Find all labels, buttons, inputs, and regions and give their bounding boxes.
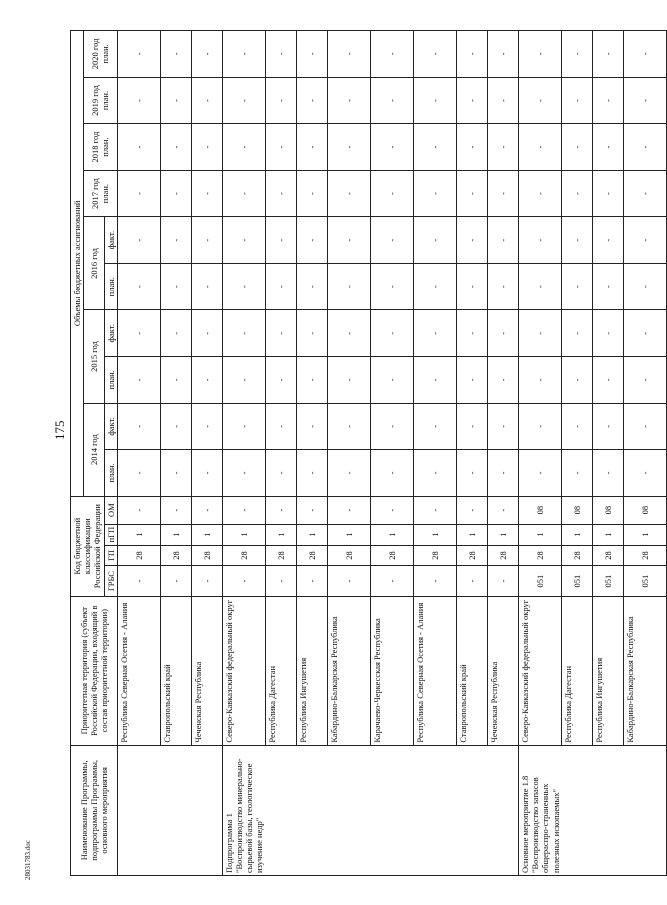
value-cell: -: [593, 403, 624, 450]
code-gp-cell: 28: [562, 545, 593, 566]
program-name-cell: [297, 745, 328, 875]
territory-cell: Республика Дагестан: [266, 596, 297, 745]
territory-cell: Чеченская Республика: [488, 596, 519, 745]
value-cell: -: [328, 310, 371, 357]
value-cell: -: [457, 263, 488, 310]
value-cell: -: [457, 310, 488, 357]
value-cell: -: [297, 357, 328, 404]
code-om-cell: -: [414, 496, 457, 524]
value-cell: -: [191, 263, 222, 310]
program-name-cell: [266, 745, 297, 875]
territory-cell: Чеченская Республика: [191, 596, 222, 745]
program-name-cell: [562, 745, 593, 875]
table-row: [297, 31, 328, 876]
value-cell: -: [519, 31, 562, 78]
value-cell: -: [457, 31, 488, 78]
value-cell: -: [371, 310, 414, 357]
budget-table-sheet: [70, 30, 651, 876]
value-cell: -: [624, 263, 667, 310]
code-grbs-cell: -: [414, 566, 457, 596]
value-cell: -: [117, 310, 160, 357]
value-cell: -: [414, 357, 457, 404]
table-row: [117, 31, 160, 876]
territory-cell: Республика Северная Осетия - Алания: [117, 596, 160, 745]
code-grbs-cell: -: [191, 566, 222, 596]
value-cell: -: [117, 124, 160, 171]
value-cell: -: [593, 263, 624, 310]
value-cell: -: [624, 403, 667, 450]
header-plan: план.: [104, 450, 117, 497]
value-cell: -: [457, 357, 488, 404]
value-cell: -: [371, 263, 414, 310]
value-cell: -: [191, 357, 222, 404]
value-cell: -: [266, 263, 297, 310]
header-code-grbs: ГРБС: [104, 566, 117, 596]
header-year-2019: 2019 год план.: [84, 77, 118, 124]
value-cell: -: [488, 170, 519, 217]
code-grbs-cell: -: [117, 566, 160, 596]
value-cell: -: [624, 31, 667, 78]
code-pgp-cell: 1: [624, 524, 667, 545]
value-cell: -: [457, 403, 488, 450]
value-cell: -: [562, 170, 593, 217]
value-cell: -: [562, 450, 593, 497]
value-cell: -: [519, 310, 562, 357]
header-code-gp: ГП: [104, 545, 117, 566]
value-cell: -: [414, 31, 457, 78]
value-cell: -: [414, 450, 457, 497]
territory-cell: Ставропольский край: [160, 596, 191, 745]
code-grbs-cell: -: [371, 566, 414, 596]
value-cell: -: [160, 77, 191, 124]
value-cell: -: [519, 263, 562, 310]
value-cell: -: [414, 77, 457, 124]
program-name-cell: [191, 745, 222, 875]
program-name-cell: [593, 745, 624, 875]
value-cell: -: [160, 357, 191, 404]
territory-cell: Ставропольский край: [457, 596, 488, 745]
table-row: [562, 31, 593, 876]
value-cell: -: [297, 403, 328, 450]
code-gp-cell: 28: [191, 545, 222, 566]
value-cell: -: [593, 77, 624, 124]
table-row: [593, 31, 624, 876]
code-om-cell: -: [191, 496, 222, 524]
territory-cell: Республика Ингушетия: [593, 596, 624, 745]
code-gp-cell: 28: [519, 545, 562, 566]
value-cell: -: [297, 31, 328, 78]
value-cell: -: [371, 403, 414, 450]
value-cell: -: [222, 170, 265, 217]
value-cell: -: [488, 31, 519, 78]
value-cell: -: [328, 263, 371, 310]
code-grbs-cell: 051: [624, 566, 667, 596]
value-cell: -: [297, 124, 328, 171]
code-om-cell: -: [328, 496, 371, 524]
value-cell: -: [222, 124, 265, 171]
code-gp-cell: 28: [457, 545, 488, 566]
value-cell: -: [160, 31, 191, 78]
value-cell: -: [519, 450, 562, 497]
value-cell: -: [593, 357, 624, 404]
code-pgp-cell: 1: [593, 524, 624, 545]
code-gp-cell: 28: [266, 545, 297, 566]
value-cell: -: [488, 217, 519, 264]
value-cell: -: [266, 170, 297, 217]
value-cell: -: [488, 357, 519, 404]
program-name-cell: [160, 745, 191, 875]
header-fact: факт.: [104, 310, 117, 357]
value-cell: -: [266, 403, 297, 450]
value-cell: -: [297, 217, 328, 264]
code-gp-cell: 28: [160, 545, 191, 566]
value-cell: -: [266, 31, 297, 78]
value-cell: -: [117, 170, 160, 217]
value-cell: -: [191, 31, 222, 78]
code-pgp-cell: 1: [457, 524, 488, 545]
value-cell: -: [414, 217, 457, 264]
code-pgp-cell: 1: [222, 524, 265, 545]
code-gp-cell: 28: [593, 545, 624, 566]
territory-cell: Республика Северная Осетия - Алания: [414, 596, 457, 745]
code-om-cell: 08: [624, 496, 667, 524]
table-row: [414, 31, 457, 876]
value-cell: -: [562, 263, 593, 310]
code-om-cell: 08: [562, 496, 593, 524]
value-cell: -: [222, 217, 265, 264]
header-territory: Приоритетная территория (субъект Российской Федерации, входящий в состав приоритетной территории): [71, 596, 118, 745]
value-cell: -: [328, 217, 371, 264]
value-cell: -: [297, 450, 328, 497]
value-cell: -: [414, 170, 457, 217]
table-row: [371, 31, 414, 876]
value-cell: -: [297, 77, 328, 124]
value-cell: -: [117, 31, 160, 78]
header-year-2017: 2017 год план.: [84, 170, 118, 217]
table-row: [519, 31, 562, 876]
header-year-2016: 2016 год: [84, 217, 104, 310]
value-cell: -: [371, 31, 414, 78]
value-cell: -: [160, 124, 191, 171]
code-grbs-cell: 051: [593, 566, 624, 596]
value-cell: -: [457, 170, 488, 217]
value-cell: -: [414, 124, 457, 171]
value-cell: -: [414, 263, 457, 310]
table-row: [160, 31, 191, 876]
value-cell: -: [117, 357, 160, 404]
program-name-cell: [624, 745, 667, 875]
code-pgp-cell: 1: [328, 524, 371, 545]
code-pgp-cell: 1: [488, 524, 519, 545]
value-cell: -: [624, 217, 667, 264]
code-grbs-cell: -: [328, 566, 371, 596]
program-name-cell: [414, 745, 457, 875]
value-cell: -: [222, 357, 265, 404]
header-fact: факт.: [104, 403, 117, 450]
code-om-cell: -: [160, 496, 191, 524]
value-cell: -: [160, 310, 191, 357]
code-gp-cell: 28: [328, 545, 371, 566]
value-cell: -: [266, 124, 297, 171]
value-cell: -: [593, 450, 624, 497]
value-cell: -: [160, 403, 191, 450]
value-cell: -: [191, 310, 222, 357]
header-year-2018: 2018 год план.: [84, 124, 118, 171]
value-cell: -: [297, 310, 328, 357]
table-body: [117, 31, 667, 876]
value-cell: -: [519, 124, 562, 171]
code-om-cell: -: [488, 496, 519, 524]
code-om-cell: -: [371, 496, 414, 524]
code-om-cell: -: [457, 496, 488, 524]
value-cell: -: [562, 124, 593, 171]
program-name-cell: [371, 745, 414, 875]
value-cell: -: [117, 403, 160, 450]
value-cell: -: [488, 450, 519, 497]
value-cell: -: [191, 403, 222, 450]
value-cell: -: [191, 450, 222, 497]
value-cell: -: [160, 263, 191, 310]
code-gp-cell: 28: [222, 545, 265, 566]
budget-allocation-table: [70, 30, 667, 876]
code-pgp-cell: 1: [191, 524, 222, 545]
footer-doc-code: 28031783.doc: [24, 840, 32, 880]
code-pgp-cell: 1: [160, 524, 191, 545]
header-fact: факт.: [104, 217, 117, 264]
code-pgp-cell: 1: [414, 524, 457, 545]
value-cell: -: [371, 357, 414, 404]
header-year-2020: 2020 год план.: [84, 31, 118, 78]
value-cell: -: [328, 31, 371, 78]
code-gp-cell: 28: [117, 545, 160, 566]
table-row: [191, 31, 222, 876]
value-cell: -: [624, 77, 667, 124]
value-cell: -: [117, 263, 160, 310]
header-budget-volumes: Объемы бюджетных ассигнований: [71, 31, 84, 497]
value-cell: -: [266, 77, 297, 124]
value-cell: -: [562, 77, 593, 124]
territory-cell: Кабардино-Балкарская Республика: [624, 596, 667, 745]
value-cell: -: [371, 170, 414, 217]
page-number: 175: [52, 420, 67, 440]
value-cell: -: [519, 77, 562, 124]
value-cell: -: [414, 310, 457, 357]
value-cell: -: [117, 217, 160, 264]
header-code-om: ОМ: [104, 496, 117, 524]
program-name-cell: Подпрограмма 1 "Воспроизводство минерально-сырьевой базы, геологическое изучение недр": [222, 745, 265, 875]
code-grbs-cell: -: [488, 566, 519, 596]
value-cell: -: [328, 450, 371, 497]
value-cell: -: [191, 217, 222, 264]
value-cell: -: [519, 403, 562, 450]
header-budget-codes: Код бюджетной классификации Российской Федерации: [71, 496, 105, 596]
value-cell: -: [266, 217, 297, 264]
value-cell: -: [488, 310, 519, 357]
table-row: [488, 31, 519, 876]
value-cell: -: [562, 31, 593, 78]
value-cell: -: [457, 450, 488, 497]
code-pgp-cell: 1: [117, 524, 160, 545]
value-cell: -: [266, 310, 297, 357]
value-cell: -: [222, 263, 265, 310]
value-cell: -: [562, 217, 593, 264]
value-cell: -: [593, 170, 624, 217]
table-row: [624, 31, 667, 876]
value-cell: -: [222, 77, 265, 124]
territory-cell: Кабардино-Балкарская Республика: [328, 596, 371, 745]
value-cell: -: [414, 403, 457, 450]
value-cell: -: [297, 170, 328, 217]
code-gp-cell: 28: [488, 545, 519, 566]
value-cell: -: [297, 263, 328, 310]
value-cell: -: [160, 217, 191, 264]
value-cell: -: [488, 124, 519, 171]
table-row: [457, 31, 488, 876]
code-om-cell: -: [222, 496, 265, 524]
value-cell: -: [191, 124, 222, 171]
value-cell: -: [371, 124, 414, 171]
code-grbs-cell: -: [457, 566, 488, 596]
code-grbs-cell: -: [222, 566, 265, 596]
territory-cell: Северо-Кавказский федеральный округ: [222, 596, 265, 745]
value-cell: -: [371, 217, 414, 264]
value-cell: -: [371, 450, 414, 497]
code-pgp-cell: 1: [297, 524, 328, 545]
value-cell: -: [593, 31, 624, 78]
value-cell: -: [328, 357, 371, 404]
code-pgp-cell: 1: [371, 524, 414, 545]
code-gp-cell: 28: [297, 545, 328, 566]
value-cell: -: [488, 77, 519, 124]
header-code-pgp: пГП: [104, 524, 117, 545]
header-plan: план.: [104, 263, 117, 310]
code-pgp-cell: 1: [562, 524, 593, 545]
code-grbs-cell: 051: [562, 566, 593, 596]
value-cell: -: [488, 263, 519, 310]
value-cell: -: [222, 310, 265, 357]
header-year-2014: 2014 год: [84, 403, 104, 496]
value-cell: -: [117, 450, 160, 497]
code-gp-cell: 28: [624, 545, 667, 566]
value-cell: -: [624, 124, 667, 171]
table-row: [222, 31, 265, 876]
value-cell: -: [562, 403, 593, 450]
header-plan: план.: [104, 357, 117, 404]
value-cell: -: [117, 77, 160, 124]
value-cell: -: [266, 357, 297, 404]
value-cell: -: [191, 170, 222, 217]
value-cell: -: [328, 170, 371, 217]
code-grbs-cell: -: [297, 566, 328, 596]
value-cell: -: [191, 77, 222, 124]
code-pgp-cell: 1: [266, 524, 297, 545]
value-cell: -: [488, 403, 519, 450]
value-cell: -: [593, 124, 624, 171]
code-om-cell: 08: [519, 496, 562, 524]
value-cell: -: [222, 450, 265, 497]
value-cell: -: [519, 217, 562, 264]
value-cell: -: [457, 124, 488, 171]
code-om-cell: -: [117, 496, 160, 524]
value-cell: -: [519, 357, 562, 404]
code-gp-cell: 28: [371, 545, 414, 566]
value-cell: -: [519, 170, 562, 217]
value-cell: -: [562, 357, 593, 404]
code-gp-cell: 28: [414, 545, 457, 566]
value-cell: -: [328, 124, 371, 171]
program-name-cell: [457, 745, 488, 875]
territory-cell: Республика Ингушетия: [297, 596, 328, 745]
value-cell: -: [562, 310, 593, 357]
table-row: [328, 31, 371, 876]
value-cell: -: [593, 310, 624, 357]
value-cell: -: [328, 77, 371, 124]
header-program-name: Наименование Программы, подпрограммы Программы, основного мероприятия: [71, 745, 118, 875]
program-name-cell: Основное мероприятие 1.8 "Воспроизводство запасов общераспро-страненных полезных ископаемых": [519, 745, 562, 875]
value-cell: -: [624, 310, 667, 357]
territory-cell: Карачаево-Черкесская Республика: [371, 596, 414, 745]
value-cell: -: [457, 77, 488, 124]
value-cell: -: [457, 217, 488, 264]
header-year-2015: 2015 год: [84, 310, 104, 403]
value-cell: -: [624, 170, 667, 217]
code-grbs-cell: 051: [519, 566, 562, 596]
value-cell: -: [222, 403, 265, 450]
value-cell: -: [624, 357, 667, 404]
code-om-cell: -: [266, 496, 297, 524]
territory-cell: Республика Дагестан: [562, 596, 593, 745]
value-cell: -: [222, 31, 265, 78]
value-cell: -: [371, 77, 414, 124]
value-cell: -: [328, 403, 371, 450]
code-grbs-cell: -: [160, 566, 191, 596]
value-cell: -: [160, 450, 191, 497]
code-pgp-cell: 1: [519, 524, 562, 545]
code-om-cell: -: [297, 496, 328, 524]
program-name-cell: [117, 745, 160, 875]
value-cell: -: [593, 217, 624, 264]
value-cell: -: [160, 170, 191, 217]
value-cell: -: [624, 450, 667, 497]
value-cell: -: [266, 450, 297, 497]
code-om-cell: 08: [593, 496, 624, 524]
table-row: [266, 31, 297, 876]
territory-cell: Северо-Кавказский федеральный округ: [519, 596, 562, 745]
program-name-cell: [328, 745, 371, 875]
program-name-cell: [488, 745, 519, 875]
code-grbs-cell: -: [266, 566, 297, 596]
